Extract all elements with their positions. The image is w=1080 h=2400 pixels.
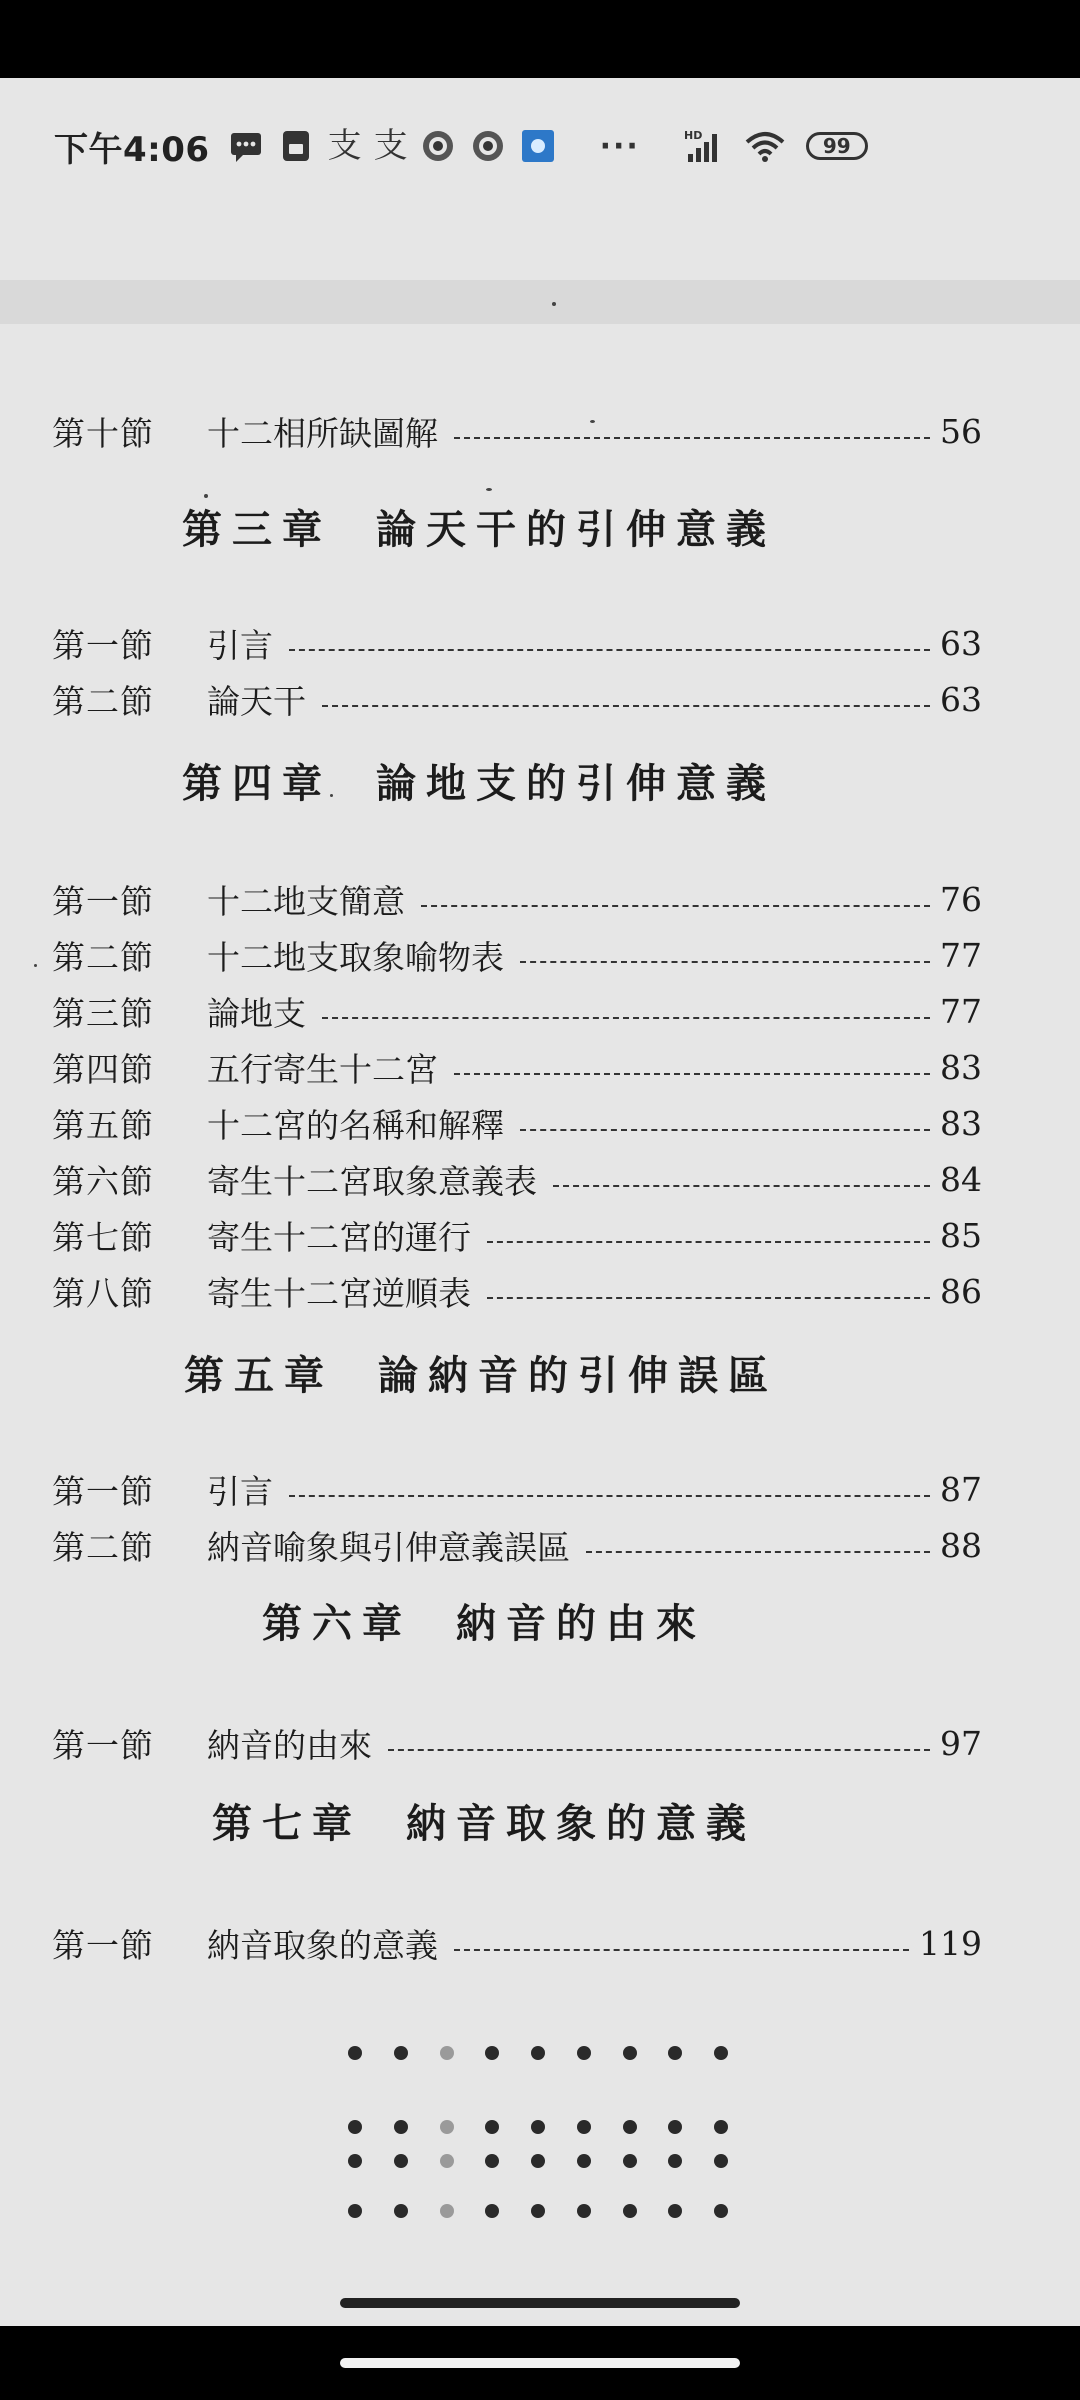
dot — [348, 2154, 362, 2168]
chapter-title: 論納音的引伸誤區 — [378, 1352, 778, 1399]
leader-dots — [487, 1295, 930, 1299]
page-number: 119 — [919, 1923, 982, 1963]
wifi-icon — [744, 128, 786, 164]
leader-dots — [520, 959, 930, 963]
dot — [485, 2154, 499, 2168]
page-number: 83 — [940, 1103, 982, 1143]
section-number: 第二節 — [52, 937, 154, 977]
dot — [577, 2204, 591, 2218]
page-number: 84 — [940, 1159, 982, 1199]
dot — [440, 2204, 454, 2218]
toc-entry[interactable] — [52, 618, 982, 668]
dot — [623, 2204, 637, 2218]
section-number: 第七節 — [52, 1217, 154, 1257]
page-top-band — [0, 280, 1080, 324]
section-number: 第一節 — [52, 1725, 154, 1765]
dot — [714, 2154, 728, 2168]
leader-dots — [289, 647, 930, 651]
dot — [714, 2204, 728, 2218]
leader-dots — [487, 1239, 930, 1243]
page-number: 88 — [940, 1525, 982, 1565]
phone-screen — [0, 78, 1080, 2326]
scan-speck — [34, 964, 37, 967]
leader-dots — [322, 1015, 930, 1019]
section-number: 第十節 — [52, 413, 154, 453]
leader-dots — [388, 1747, 930, 1751]
section-number: 第一節 — [52, 1471, 154, 1511]
dot — [394, 2154, 408, 2168]
toc-entry[interactable] — [52, 1918, 982, 1968]
toc-entry[interactable] — [52, 1154, 982, 1204]
leader-dots — [421, 903, 930, 907]
section-title: 寄生十二宮的運行 — [207, 1217, 471, 1257]
section-number: 第五節 — [52, 1105, 154, 1145]
dot — [668, 2154, 682, 2168]
toc-entry[interactable] — [52, 986, 982, 1036]
chapter-title: 納音的由來 — [456, 1600, 706, 1647]
toc-entry[interactable] — [52, 1464, 982, 1514]
page-number: 97 — [940, 1723, 982, 1763]
section-number: 第二節 — [52, 1527, 154, 1567]
page-number: 76 — [940, 879, 982, 919]
section-number: 第二節 — [52, 681, 154, 721]
leader-dots — [454, 1071, 930, 1075]
toc-entry[interactable] — [52, 1266, 982, 1316]
chapter-title: 論天干的引伸意義 — [376, 506, 776, 553]
dot — [440, 2154, 454, 2168]
leader-dots — [454, 1947, 909, 1951]
leader-dots — [322, 703, 930, 707]
dot — [394, 2120, 408, 2134]
section-title: 論地支 — [207, 993, 306, 1033]
dot — [623, 2046, 637, 2060]
section-title: 寄生十二宮取象意義表 — [207, 1161, 537, 1201]
section-title: 十二地支取象喻物表 — [207, 937, 504, 977]
section-title: 納音取象的意義 — [207, 1925, 438, 1965]
section-title: 論天干 — [207, 681, 306, 721]
chapter-heading[interactable] — [182, 754, 776, 814]
dot — [394, 2204, 408, 2218]
toc-entry[interactable] — [52, 1520, 982, 1570]
scan-speck — [204, 494, 208, 498]
toc-entry[interactable] — [52, 1210, 982, 1260]
dot — [348, 2204, 362, 2218]
dot — [531, 2154, 545, 2168]
dot — [668, 2046, 682, 2060]
dot — [440, 2046, 454, 2060]
dot — [440, 2120, 454, 2134]
section-title: 十二宮的名稱和解釋 — [207, 1105, 504, 1145]
toc-entry[interactable] — [52, 1718, 982, 1768]
dot — [531, 2120, 545, 2134]
leader-dots — [289, 1493, 930, 1497]
section-title: 寄生十二宮逆順表 — [207, 1273, 471, 1313]
page-number: 86 — [940, 1271, 982, 1311]
dot — [623, 2120, 637, 2134]
dot — [668, 2120, 682, 2134]
chapter-title: 論地支的引伸意義 — [376, 760, 776, 807]
dot — [623, 2154, 637, 2168]
app-icon — [520, 128, 556, 164]
chapter-heading[interactable] — [212, 1794, 756, 1854]
section-title: 納音的由來 — [207, 1725, 372, 1765]
chapter-label: 第七章 — [212, 1800, 362, 1847]
dot — [577, 2154, 591, 2168]
section-title: 五行寄生十二宮 — [207, 1049, 438, 1089]
section-title: 納音喻象與引伸意義誤區 — [207, 1527, 570, 1567]
signal-icon — [684, 128, 730, 164]
page-number: 63 — [940, 623, 982, 663]
toc-entry[interactable] — [52, 874, 982, 924]
section-number: 第六節 — [52, 1161, 154, 1201]
dot — [668, 2204, 682, 2218]
dot — [714, 2120, 728, 2134]
dot — [348, 2046, 362, 2060]
section-title: 引言 — [207, 625, 273, 665]
section-title: 十二相所缺圖解 — [207, 413, 438, 453]
alipay-icon: 支 — [373, 126, 408, 166]
dot — [577, 2046, 591, 2060]
browser-icon — [420, 128, 456, 164]
more-notifications-icon: ··· — [599, 128, 640, 164]
page-number: 56 — [940, 411, 982, 451]
sim-icon — [278, 128, 314, 164]
dot — [485, 2204, 499, 2218]
network-type-label: HD — [683, 129, 703, 142]
section-number: 第三節 — [52, 993, 154, 1033]
dot — [531, 2046, 545, 2060]
dot — [485, 2120, 499, 2134]
toc-entry[interactable] — [52, 1098, 982, 1148]
page-number: 63 — [940, 679, 982, 719]
leader-dots — [586, 1549, 930, 1553]
battery-icon: 99 — [806, 132, 868, 160]
section-title: 引言 — [207, 1471, 273, 1511]
page-scroll-handle[interactable] — [340, 2298, 740, 2308]
chapter-label: 第四章 — [182, 760, 332, 807]
section-title: 十二地支簡意 — [207, 881, 405, 921]
section-number: 第一節 — [52, 625, 154, 665]
page-number: 77 — [940, 991, 982, 1031]
chapter-title: 納音取象的意義 — [406, 1800, 756, 1847]
leader-dots — [454, 435, 930, 439]
dot — [348, 2120, 362, 2134]
status-time: 下午4:06 — [54, 129, 210, 170]
dot — [485, 2046, 499, 2060]
decorative-dot-row — [348, 2154, 728, 2168]
decorative-dot-row — [348, 2204, 728, 2218]
dot — [531, 2204, 545, 2218]
chapter-heading[interactable] — [184, 1346, 778, 1406]
leader-dots — [553, 1183, 930, 1187]
dot — [394, 2046, 408, 2060]
chapter-label: 第六章 — [262, 1600, 412, 1647]
gesture-navigation-bar[interactable] — [340, 2358, 740, 2368]
status-bar — [0, 78, 1080, 214]
chapter-label: 第五章 — [184, 1352, 334, 1399]
browser-icon — [470, 128, 506, 164]
section-number: 第八節 — [52, 1273, 154, 1313]
toc-entry[interactable] — [52, 674, 982, 724]
chapter-heading[interactable] — [182, 500, 776, 560]
scan-speck — [552, 302, 556, 306]
chapter-heading[interactable] — [262, 1594, 706, 1654]
toc-entry[interactable] — [52, 930, 982, 980]
decorative-dot-row — [348, 2046, 728, 2060]
message-icon — [228, 128, 264, 164]
chapter-label: 第三章 — [182, 506, 332, 553]
section-number: 第四節 — [52, 1049, 154, 1089]
section-number: 第一節 — [52, 881, 154, 921]
section-number: 第一節 — [52, 1925, 154, 1965]
dot — [577, 2120, 591, 2134]
page-number: 83 — [940, 1047, 982, 1087]
decorative-dot-row — [348, 2120, 728, 2134]
leader-dots — [520, 1127, 930, 1131]
toc-entry[interactable] — [52, 406, 982, 456]
page-number: 87 — [940, 1469, 982, 1509]
toc-page — [0, 324, 1080, 2326]
scan-speck — [486, 488, 492, 491]
toc-entry[interactable] — [52, 1042, 982, 1092]
page-number: 77 — [940, 935, 982, 975]
dot — [714, 2046, 728, 2060]
page-number: 85 — [940, 1215, 982, 1255]
alipay-icon: 支 — [327, 126, 362, 166]
